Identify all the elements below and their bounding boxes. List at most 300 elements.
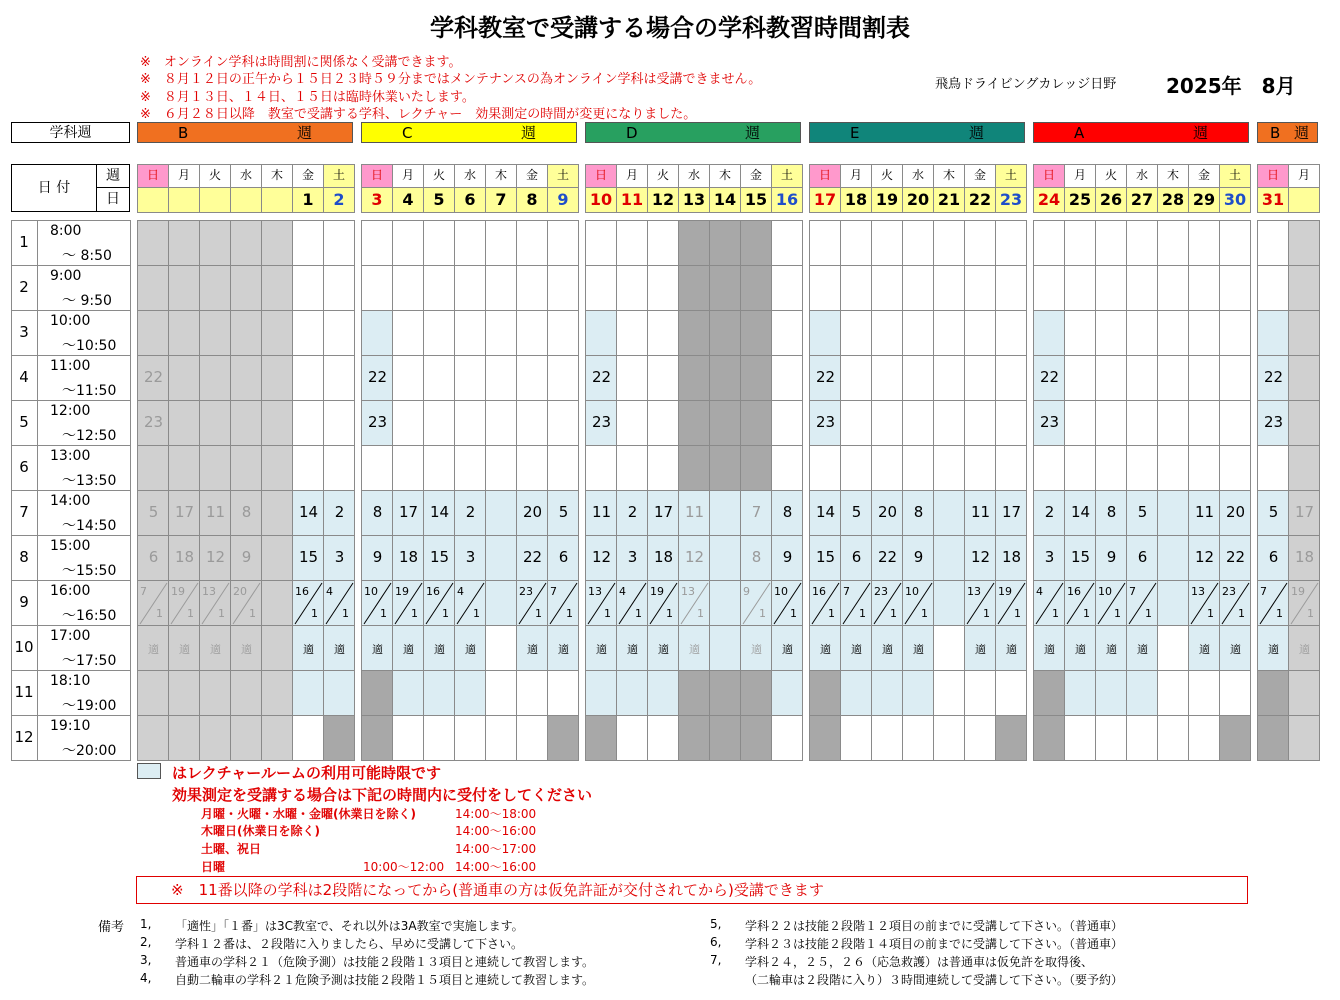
class-subnumber: 1	[442, 607, 449, 620]
class-number: 3	[1044, 548, 1055, 566]
timetable-cell	[392, 490, 424, 536]
timetable-cell	[1095, 400, 1127, 446]
date-cell: 3	[361, 187, 393, 213]
date-cell: 24	[1033, 187, 1065, 213]
timetable-cell	[1095, 535, 1127, 581]
date-cell: 21	[933, 187, 965, 213]
timetable-cell	[137, 265, 169, 311]
timetable-cell	[292, 310, 324, 356]
timetable-cell	[392, 715, 424, 761]
timetable-cell	[1157, 715, 1189, 761]
class-subnumber: 1	[342, 607, 349, 620]
timetable-cell	[361, 670, 393, 716]
class-number: 13	[202, 585, 216, 598]
class-number: 4	[457, 585, 464, 598]
notice-online: ※ オンライン学科は時間割に関係なく受講できます。	[140, 55, 462, 70]
timetable-cell	[616, 400, 648, 446]
date-cell: 20	[902, 187, 934, 213]
timetable-cell	[1257, 580, 1289, 626]
timetable-cell	[168, 445, 200, 491]
school-name: 飛鳥ドライビングカレッジ日野	[935, 77, 1117, 92]
timetable-cell	[871, 580, 903, 626]
timetable-cell	[516, 490, 548, 536]
class-number: 18	[1294, 548, 1315, 566]
timetable-cell	[809, 490, 841, 536]
timetable-cell	[454, 670, 486, 716]
bikou-text: 学科２２は技能２段階１２項目の前までに受講して下さい。（普通車）	[745, 919, 1124, 933]
aptitude-mark: 適	[434, 643, 445, 656]
timetable-cell	[392, 445, 424, 491]
class-subnumber: 1	[921, 607, 928, 620]
date-cell: 29	[1188, 187, 1220, 213]
period-start: 18:10	[50, 673, 91, 689]
bikou-text: （二輪車は２段階に入り）３時間連続して受講して下さい。（要予約）	[745, 973, 1124, 987]
period-number: 9	[19, 593, 29, 611]
timetable-cell	[771, 220, 803, 266]
timetable-cell	[361, 355, 393, 401]
timetable-cell	[616, 580, 648, 626]
timetable-cell	[261, 445, 293, 491]
timetable-cell	[902, 535, 934, 581]
timetable-cell	[1126, 265, 1158, 311]
weekday-cell: 水	[454, 164, 486, 188]
timetable-cell	[230, 535, 262, 581]
timetable-cell	[871, 265, 903, 311]
timetable-cell	[616, 490, 648, 536]
weekday-cell: 月	[1288, 164, 1320, 188]
timetable-cell	[1095, 355, 1127, 401]
timetable-cell	[1157, 535, 1189, 581]
class-number: 3	[465, 548, 476, 566]
period-number: 6	[19, 458, 29, 476]
timetable-cell	[1157, 670, 1189, 716]
timetable-cell	[1288, 580, 1320, 626]
timetable-cell	[1288, 715, 1320, 761]
timetable-cell	[547, 400, 579, 446]
week-bar	[137, 122, 353, 143]
timetable-cell	[1257, 625, 1289, 671]
timetable-cell	[1257, 400, 1289, 446]
class-number: 13	[681, 585, 695, 598]
timetable-cell	[361, 265, 393, 311]
period-divider	[37, 310, 38, 355]
class-number: 18	[174, 548, 195, 566]
timetable-cell	[871, 310, 903, 356]
week-bar	[361, 122, 577, 143]
timetable-cell	[1219, 310, 1251, 356]
timetable-cell	[647, 535, 679, 581]
timetable-cell	[585, 715, 617, 761]
date-header-label: 日 付	[11, 164, 97, 212]
timetable-cell	[261, 490, 293, 536]
timetable-cell	[261, 220, 293, 266]
timetable-cell	[1288, 670, 1320, 716]
week-letter: B	[1270, 124, 1281, 142]
timetable-cell	[137, 715, 169, 761]
timetable-cell	[392, 535, 424, 581]
class-subnumber: 1	[380, 607, 387, 620]
timetable-cell	[547, 490, 579, 536]
timetable-cell	[995, 265, 1027, 311]
timetable-cell	[647, 670, 679, 716]
class-subnumber: 1	[311, 607, 318, 620]
bikou-label: 備考	[98, 920, 125, 935]
timetable-cell	[1257, 310, 1289, 356]
weekday-cell: 土	[1219, 164, 1251, 188]
timetable-cell	[1257, 670, 1289, 716]
class-number: 23	[519, 585, 533, 598]
class-subnumber: 1	[1114, 607, 1121, 620]
timetable-cell	[678, 490, 710, 536]
class-number: 8	[241, 503, 252, 521]
timetable-cell	[516, 625, 548, 671]
period-start: 9:00	[50, 268, 82, 284]
weekday-cell: 火	[871, 164, 903, 188]
timetable-cell	[995, 490, 1027, 536]
timetable-cell	[292, 400, 324, 446]
timetable-cell	[1288, 355, 1320, 401]
class-number: 9	[1106, 548, 1117, 566]
timetable-cell	[168, 625, 200, 671]
period-number: 10	[14, 638, 34, 656]
class-number: 15	[1070, 548, 1091, 566]
timetable-cell	[678, 220, 710, 266]
aptitude-mark: 適	[1268, 643, 1279, 656]
class-number: 19	[998, 585, 1012, 598]
class-subnumber: 1	[859, 607, 866, 620]
timetable-cell	[709, 265, 741, 311]
timetable-cell	[199, 310, 231, 356]
weekday-cell: 日	[809, 164, 841, 188]
aptitude-mark: 適	[558, 643, 569, 656]
timetable-cell	[995, 535, 1027, 581]
timetable-cell	[1157, 490, 1189, 536]
timetable-cell	[137, 580, 169, 626]
class-number: 23	[1263, 413, 1284, 431]
timetable-cell	[361, 715, 393, 761]
timetable-cell	[1219, 535, 1251, 581]
timetable-cell	[137, 490, 169, 536]
period-start: 10:00	[50, 313, 91, 329]
bikou-number: 6,	[710, 935, 722, 949]
class-subnumber: 1	[1207, 607, 1214, 620]
timetable-cell	[1288, 535, 1320, 581]
timetable-cell	[230, 445, 262, 491]
timetable-cell	[740, 220, 772, 266]
class-number: 22	[877, 548, 898, 566]
timetable-cell	[1033, 445, 1065, 491]
date-cell: 26	[1095, 187, 1127, 213]
timetable-cell	[1157, 220, 1189, 266]
timetable-cell	[1033, 310, 1065, 356]
class-number: 22	[367, 368, 388, 386]
period-start: 15:00	[50, 538, 91, 554]
timetable-cell	[392, 310, 424, 356]
timetable-cell	[1126, 535, 1158, 581]
timetable-cell	[230, 265, 262, 311]
timetable-cell	[485, 220, 517, 266]
weekday-cell: 火	[647, 164, 679, 188]
timetable-cell	[995, 400, 1027, 446]
weekday-cell: 日	[1033, 164, 1065, 188]
timetable-cell	[261, 310, 293, 356]
timetable-cell	[809, 400, 841, 446]
date-cell: 11	[616, 187, 648, 213]
timetable-cell	[809, 220, 841, 266]
timetable-cell	[1157, 355, 1189, 401]
timetable-cell	[616, 625, 648, 671]
class-number: 2	[627, 503, 638, 521]
timetable-cell	[230, 220, 262, 266]
timetable-cell	[647, 490, 679, 536]
timetable-cell	[516, 715, 548, 761]
timetable-cell	[740, 355, 772, 401]
timetable-cell	[902, 355, 934, 401]
aptitude-mark: 適	[148, 643, 159, 656]
timetable-cell	[1064, 400, 1096, 446]
timetable-cell	[809, 580, 841, 626]
bikou-text: 学科２４，２５，２６（応急救護）は普通車は仮免許を取得後、	[745, 955, 1094, 969]
timetable-cell	[1033, 355, 1065, 401]
class-number: 17	[174, 503, 195, 521]
weekday-cell: 水	[902, 164, 934, 188]
class-number: 23	[367, 413, 388, 431]
timetable-cell	[1064, 220, 1096, 266]
timetable-cell	[585, 580, 617, 626]
timetable-cell	[1157, 400, 1189, 446]
aptitude-mark: 適	[1199, 643, 1210, 656]
timetable-cell	[168, 670, 200, 716]
timetable-cell	[585, 265, 617, 311]
week-letter: B	[178, 124, 189, 142]
class-subnumber: 1	[156, 607, 163, 620]
timetable-cell	[678, 715, 710, 761]
class-number: 13	[588, 585, 602, 598]
timetable-cell	[902, 625, 934, 671]
class-number: 12	[591, 548, 612, 566]
period-end: ～14:50	[62, 518, 117, 534]
timetable-cell	[1064, 490, 1096, 536]
class-number: 22	[1263, 368, 1284, 386]
timetable-cell	[740, 580, 772, 626]
timetable-cell	[516, 400, 548, 446]
schedule-time: 14:00～17:00	[455, 842, 537, 856]
timetable-cell	[902, 715, 934, 761]
class-number: 12	[1194, 548, 1215, 566]
timetable-cell	[454, 580, 486, 626]
class-number: 5	[558, 503, 569, 521]
timetable-cell	[1157, 445, 1189, 491]
timetable-cell	[871, 490, 903, 536]
weekday-cell: 金	[1188, 164, 1220, 188]
timetable-cell	[1257, 355, 1289, 401]
bikou-text: 学科１２番は、２段階に入りましたら、早めに受講して下さい。	[175, 937, 524, 951]
class-subnumber: 1	[828, 607, 835, 620]
timetable-cell	[902, 490, 934, 536]
timetable-cell	[261, 535, 293, 581]
day-row-label: 日	[96, 187, 130, 212]
aptitude-mark: 適	[782, 643, 793, 656]
week-letter: E	[850, 124, 860, 142]
period-start: 19:10	[50, 718, 91, 734]
timetable-cell	[840, 265, 872, 311]
weekday-cell: 日	[585, 164, 617, 188]
timetable-cell	[230, 580, 262, 626]
class-number: 13	[1191, 585, 1205, 598]
aptitude-mark: 適	[882, 643, 893, 656]
schedule-label: 日曜	[201, 860, 226, 874]
timetable-cell	[168, 490, 200, 536]
timetable-cell	[230, 400, 262, 446]
timetable-cell	[1257, 265, 1289, 311]
timetable-cell	[199, 580, 231, 626]
timetable-cell	[840, 715, 872, 761]
timetable-cell	[292, 220, 324, 266]
timetable-cell	[454, 715, 486, 761]
class-number: 6	[851, 548, 862, 566]
class-number: 11	[1194, 503, 1215, 521]
aptitude-mark: 適	[627, 643, 638, 656]
period-divider	[37, 265, 38, 310]
timetable-cell	[771, 355, 803, 401]
timetable-cell	[616, 535, 648, 581]
bikou-text: 学科２３は技能２段階１４項目の前までに受講して下さい。（普通車）	[745, 937, 1124, 951]
weekday-cell: 火	[199, 164, 231, 188]
class-subnumber: 1	[1083, 607, 1090, 620]
timetable-cell	[454, 535, 486, 581]
timetable-cell	[361, 625, 393, 671]
timetable-cell	[871, 625, 903, 671]
period-end: ～12:50	[62, 428, 117, 444]
period-start: 14:00	[50, 493, 91, 509]
schedule-time: 14:00～18:00	[455, 807, 537, 821]
timetable-cell	[933, 265, 965, 311]
aptitude-mark: 適	[527, 643, 538, 656]
timetable-cell	[516, 445, 548, 491]
timetable-cell	[292, 490, 324, 536]
class-number: 2	[334, 503, 345, 521]
class-number: 22	[1225, 548, 1246, 566]
weekday-cell: 水	[678, 164, 710, 188]
class-subnumber: 1	[790, 607, 797, 620]
timetable-cell	[261, 625, 293, 671]
timetable-cell	[995, 715, 1027, 761]
timetable-cell	[292, 265, 324, 311]
bikou-text: 「適性」「１番」は3C教室で、それ以外は3A教室で実施します。	[175, 919, 524, 933]
timetable-cell	[1188, 715, 1220, 761]
timetable-cell	[964, 265, 996, 311]
timetable-cell	[740, 670, 772, 716]
timetable-cell	[323, 580, 355, 626]
class-number: 7	[751, 503, 762, 521]
timetable-cell	[585, 445, 617, 491]
timetable-cell	[485, 445, 517, 491]
timetable-cell	[840, 355, 872, 401]
class-number: 13	[967, 585, 981, 598]
aptitude-mark: 適	[1044, 643, 1055, 656]
timetable-cell	[809, 625, 841, 671]
weekday-cell: 金	[964, 164, 996, 188]
timetable-cell	[964, 625, 996, 671]
class-number: 11	[591, 503, 612, 521]
timetable-cell	[871, 445, 903, 491]
timetable-cell	[168, 310, 200, 356]
timetable-cell	[1064, 445, 1096, 491]
class-number: 5	[148, 503, 159, 521]
weekday-cell: 日	[137, 164, 169, 188]
timetable-cell	[454, 490, 486, 536]
bikou-number: 1,	[140, 917, 152, 931]
period-end: ～ 8:50	[62, 248, 112, 264]
timetable-cell	[678, 625, 710, 671]
timetable-cell	[1219, 580, 1251, 626]
class-number: 5	[1268, 503, 1279, 521]
period-divider	[37, 715, 38, 760]
class-number: 16	[1067, 585, 1081, 598]
timetable-cell	[1033, 625, 1065, 671]
aptitude-mark: 適	[334, 643, 345, 656]
timetable-cell	[1033, 535, 1065, 581]
timetable-cell	[1033, 265, 1065, 311]
class-number: 6	[148, 548, 159, 566]
weekday-cell: 木	[709, 164, 741, 188]
date-cell: 7	[485, 187, 517, 213]
date-cell: 6	[454, 187, 486, 213]
timetable-cell	[840, 670, 872, 716]
timetable-cell	[647, 310, 679, 356]
timetable-cell	[230, 625, 262, 671]
timetable-cell	[616, 670, 648, 716]
timetable-cell	[902, 220, 934, 266]
timetable-cell	[585, 670, 617, 716]
timetable-cell	[199, 220, 231, 266]
timetable-cell	[840, 625, 872, 671]
period-end: ～19:00	[62, 698, 117, 714]
timetable-cell	[995, 625, 1027, 671]
timetable-cell	[1126, 715, 1158, 761]
timetable-cell	[137, 625, 169, 671]
timetable-cell	[740, 535, 772, 581]
timetable-cell	[709, 580, 741, 626]
class-number: 4	[1036, 585, 1043, 598]
timetable-cell	[199, 265, 231, 311]
date-cell	[168, 187, 200, 213]
timetable-cell	[709, 715, 741, 761]
aptitude-mark: 適	[1075, 643, 1086, 656]
class-number: 5	[1137, 503, 1148, 521]
aptitude-mark: 適	[372, 643, 383, 656]
timetable-cell	[995, 445, 1027, 491]
timetable-cell	[1064, 715, 1096, 761]
weekday-cell: 火	[1095, 164, 1127, 188]
weekday-cell: 木	[261, 164, 293, 188]
class-subnumber: 1	[1052, 607, 1059, 620]
weekday-cell: 金	[516, 164, 548, 188]
timetable-cell	[678, 535, 710, 581]
timetable-cell	[199, 625, 231, 671]
aptitude-mark: 適	[1137, 643, 1148, 656]
timetable-cell	[771, 400, 803, 446]
week-suffix: 週	[1293, 124, 1309, 142]
timetable-cell	[840, 535, 872, 581]
timetable-cell	[1126, 220, 1158, 266]
period-number: 5	[19, 413, 29, 431]
class-number: 12	[970, 548, 991, 566]
timetable-cell	[995, 670, 1027, 716]
timetable-cell	[585, 400, 617, 446]
schedule-time: 14:00～16:00	[455, 860, 537, 874]
timetable-cell	[1095, 220, 1127, 266]
